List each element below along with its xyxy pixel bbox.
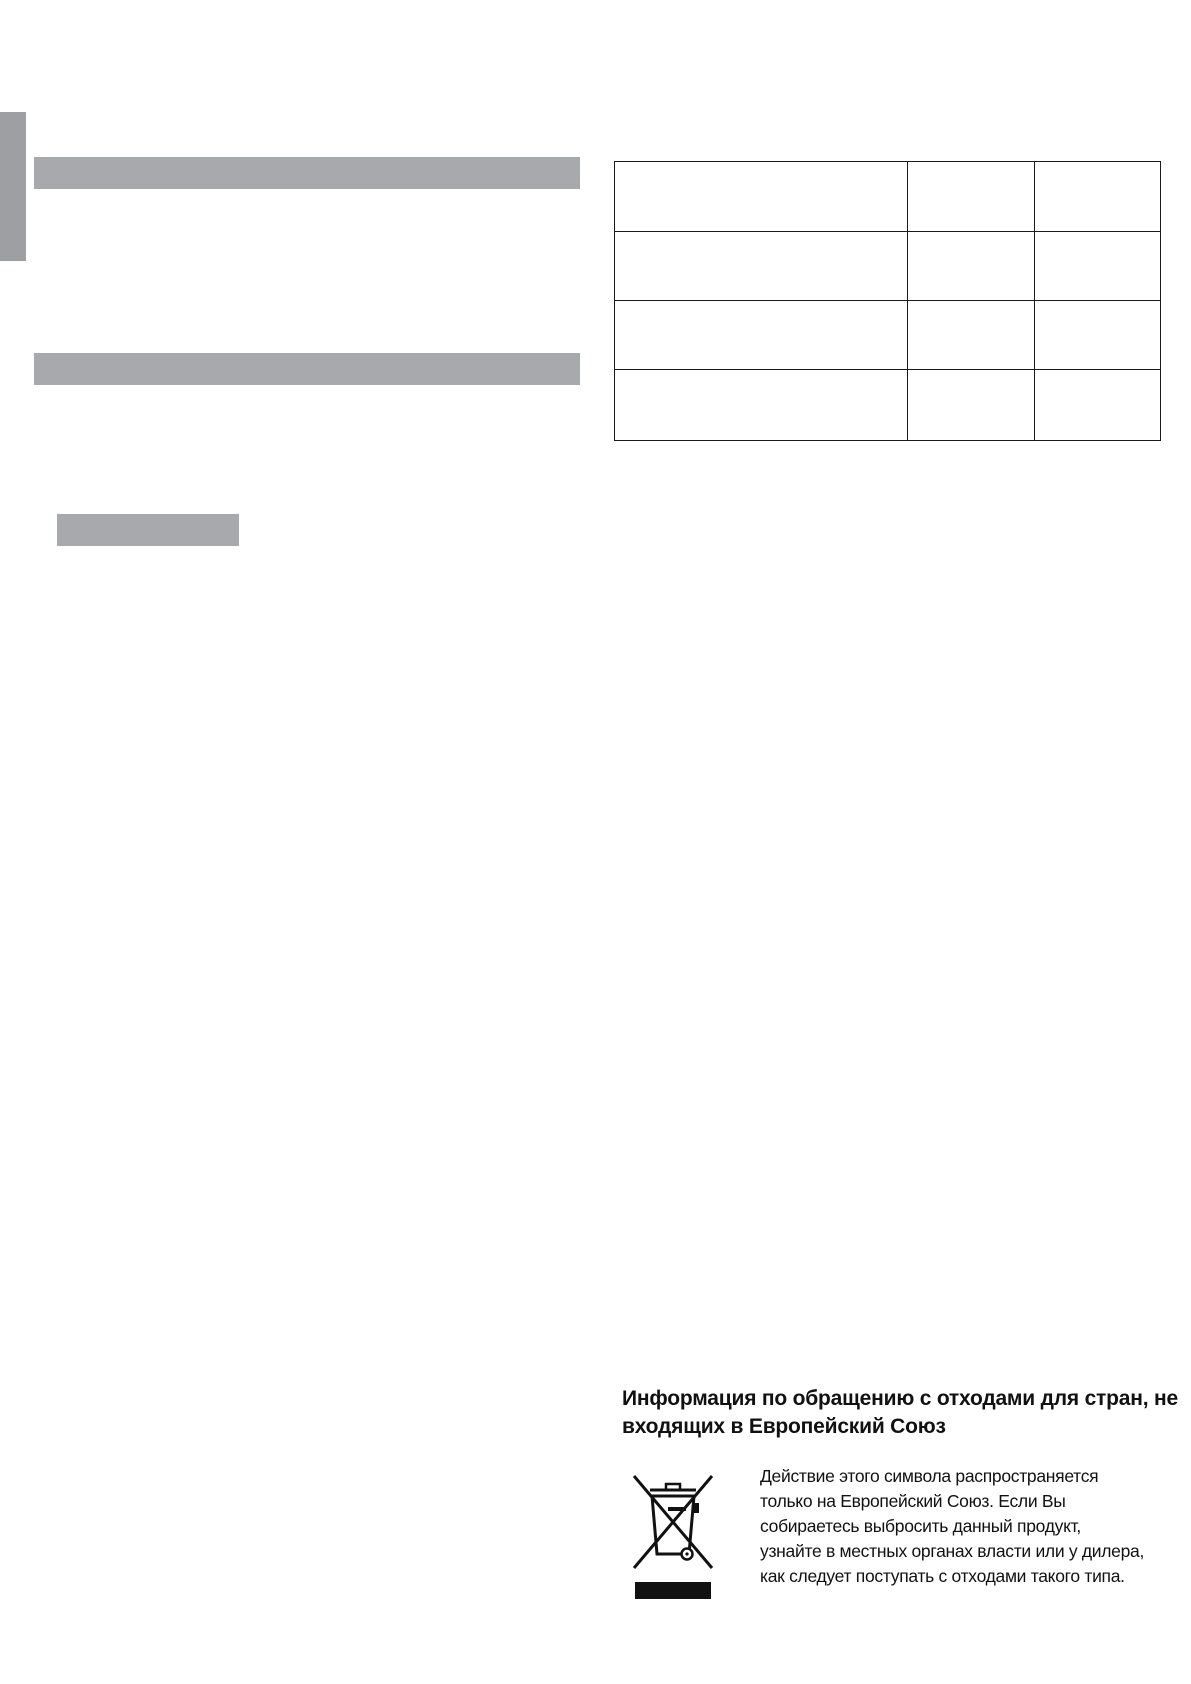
table-row xyxy=(615,301,1161,370)
waste-info-title xyxy=(622,1385,1182,1441)
waste-info-body-line: как следует поступать с отходами такого типа. xyxy=(760,1566,1125,1586)
table-row xyxy=(615,162,1161,232)
table-cell xyxy=(1035,162,1161,232)
table-cell xyxy=(615,232,908,301)
table-cell xyxy=(908,370,1035,441)
table-cell xyxy=(908,162,1035,232)
table-cell xyxy=(615,301,908,370)
waste-info-body-line: Действие этого символа распространяется xyxy=(760,1466,1099,1486)
waste-info-body-line: только на Европейский Союз. Если Вы xyxy=(760,1491,1066,1511)
specifications-table xyxy=(614,161,1161,441)
table-row xyxy=(615,370,1161,441)
subsection-heading-bar xyxy=(57,514,239,546)
table-cell xyxy=(908,301,1035,370)
table-cell xyxy=(1035,370,1161,441)
table-row xyxy=(615,232,1161,301)
table-cell xyxy=(1035,232,1161,301)
table-cell xyxy=(615,370,908,441)
waste-info-body xyxy=(760,1464,1180,1589)
waste-info-title-line-2: входящих в Европейский Союз xyxy=(622,1415,946,1438)
language-side-tab xyxy=(0,112,26,261)
waste-info-body-line: собираетесь выбросить данный продукт, xyxy=(760,1516,1081,1536)
waste-info-title-line-1: Информация по обращению с отходами для стран, не xyxy=(622,1387,1178,1410)
table-cell xyxy=(615,162,908,232)
section-heading-bar-1 xyxy=(34,157,580,189)
waste-info-body-line: узнайте в местных органах власти или у дилера, xyxy=(760,1541,1145,1561)
crossed-out-wheeled-bin-icon xyxy=(630,1468,716,1600)
table-cell xyxy=(1035,301,1161,370)
section-heading-bar-2 xyxy=(34,353,580,385)
table-cell xyxy=(908,232,1035,301)
